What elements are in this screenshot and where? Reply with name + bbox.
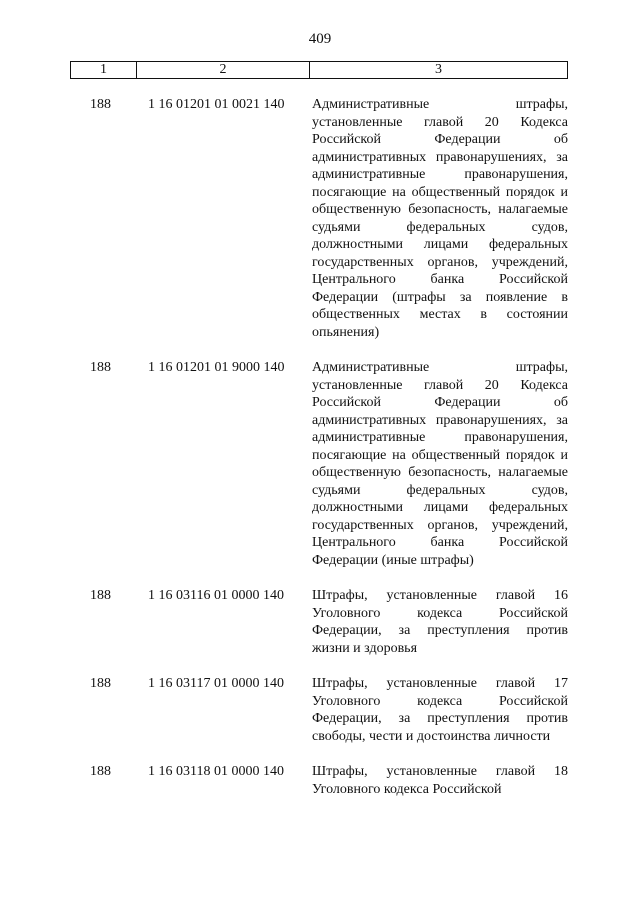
table-body [0, 96, 640, 816]
budget-classification-code: 1 16 01201 01 0021 140 [148, 97, 285, 112]
table-row [0, 587, 640, 657]
budget-classification-code: 1 16 03116 01 0000 140 [148, 588, 284, 603]
admin-code: 188 [90, 676, 111, 691]
budget-classification-code: 1 16 01201 01 9000 140 [148, 360, 285, 375]
revenue-description: Штрафы, установленные главой 17 Уголовного кодекса Российской Федерации, за преступления против свободы, чести и достоинства личности [312, 676, 568, 744]
admin-code: 188 [90, 97, 111, 112]
table-row [0, 763, 640, 798]
header-col-3: 3 [435, 62, 442, 77]
table-row [0, 96, 640, 341]
admin-code: 188 [90, 764, 111, 779]
table-row [0, 675, 640, 745]
revenue-description: Административные штрафы, установленные главой 20 Кодекса Российской Федерации об административных правонарушениях, за административные правонарушения, посягающие на общественный порядок и общественную безопасность, налагаемые судьями федеральных судов, должностными лицами федеральных государственных органов, учреждений, Центрального банка Российской Федерации (иные штрафы) [312, 360, 568, 568]
header-col-1: 1 [71, 62, 137, 78]
revenue-description: Штрафы, установленные главой 18 Уголовного кодекса Российской [312, 764, 568, 797]
header-col-2: 2 [137, 62, 310, 78]
admin-code: 188 [90, 588, 111, 603]
budget-classification-code: 1 16 03117 01 0000 140 [148, 676, 284, 691]
table-header [70, 61, 568, 79]
budget-classification-code: 1 16 03118 01 0000 140 [148, 764, 284, 779]
page-number: 409 [308, 31, 332, 47]
admin-code: 188 [90, 360, 111, 375]
revenue-description: Штрафы, установленные главой 16 Уголовного кодекса Российской Федерации, за преступления против жизни и здоровья [312, 588, 568, 656]
revenue-description: Административные штрафы, установленные главой 20 Кодекса Российской Федерации об административных правонарушениях, за административные правонарушения, посягающие на общественный порядок и общественную безопасность, налагаемые судьями федеральных судов, должностными лицами федеральных государственных органов, учреждений, Центрального банка Российской Федерации (штрафы за появление в общественных местах в состоянии опьянения) [312, 97, 568, 340]
table-row [0, 359, 640, 569]
